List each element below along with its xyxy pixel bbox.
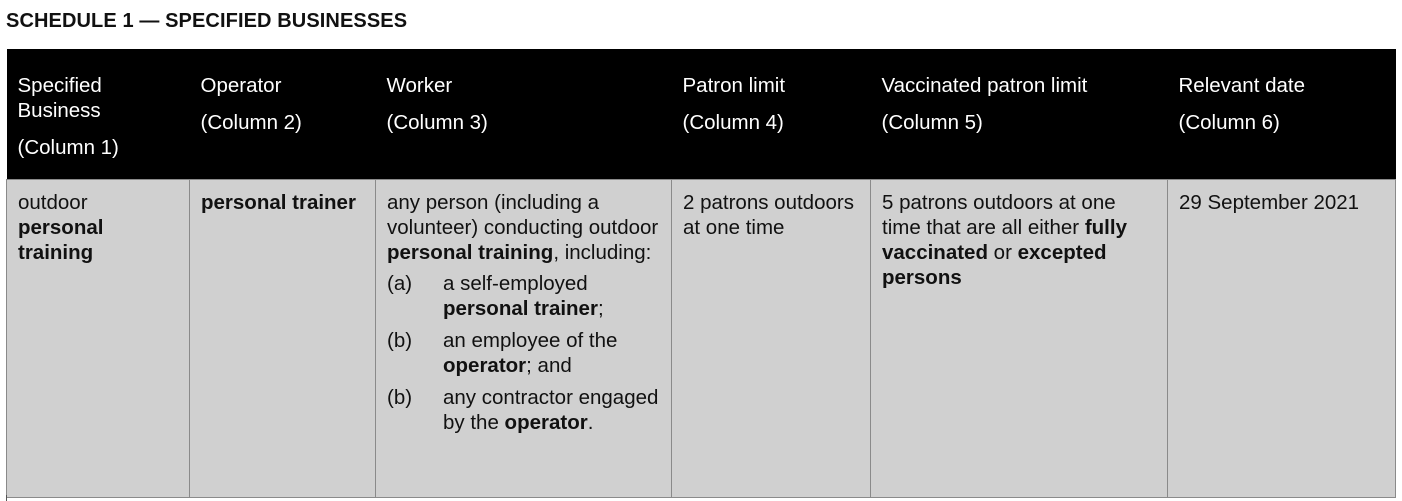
cell-specified-business bbox=[7, 179, 190, 497]
list-marker: (a) bbox=[387, 271, 413, 295]
item-text-end: ; and bbox=[526, 353, 572, 377]
table-row bbox=[7, 179, 1396, 497]
relevant-date-text: 29 September 2021 bbox=[1179, 190, 1360, 214]
header-specified-business bbox=[7, 49, 190, 179]
header-worker bbox=[376, 49, 672, 179]
business-text: outdoor bbox=[18, 190, 88, 214]
header-label: Patron limit bbox=[682, 74, 786, 97]
operator-bold-term: personal trainer bbox=[201, 190, 356, 214]
header-column-number: (Column 6) bbox=[1178, 111, 1280, 134]
vaccinated-bold-term: fully vaccinated bbox=[882, 215, 1127, 264]
item-text-end: . bbox=[587, 410, 594, 434]
list-item bbox=[387, 271, 661, 321]
vaccinated-text: 5 patrons outdoors at one time that are all either bbox=[882, 190, 1116, 239]
table-body bbox=[7, 179, 1396, 497]
specified-businesses-table bbox=[6, 49, 1396, 498]
item-bold: personal trainer bbox=[443, 296, 598, 320]
list-item bbox=[387, 385, 661, 435]
list-item bbox=[387, 328, 661, 378]
list-item-text bbox=[443, 271, 661, 321]
worker-sub-list bbox=[387, 271, 661, 435]
item-bold: operator bbox=[443, 353, 527, 377]
header-column-number: (Column 5) bbox=[881, 111, 983, 134]
worker-intro-text: any person (including a volunteer) conducting outdoor bbox=[387, 190, 659, 239]
list-item-text bbox=[443, 328, 661, 378]
worker-intro-bold: personal training bbox=[387, 240, 554, 264]
item-text: a self-employed bbox=[443, 271, 588, 295]
header-column-number: (Column 2) bbox=[200, 111, 302, 134]
excepted-bold-term: excepted persons bbox=[882, 240, 1107, 289]
header-vaccinated-patron-limit bbox=[871, 49, 1168, 179]
list-marker: (b) bbox=[387, 385, 413, 409]
item-text: any contractor engaged by the bbox=[443, 385, 659, 434]
header-relevant-date bbox=[1168, 49, 1396, 179]
cell-operator bbox=[190, 179, 376, 497]
header-label: Operator bbox=[200, 74, 282, 97]
header-label: Relevant date bbox=[1178, 74, 1306, 97]
worker-intro bbox=[387, 190, 661, 265]
schedule-title: SCHEDULE 1 — SPECIFIED BUSINESSES bbox=[6, 10, 408, 32]
patron-limit-text: 2 patrons outdoors at one time bbox=[683, 190, 854, 239]
cell-vaccinated-patron-limit bbox=[871, 179, 1168, 497]
header-patron-limit bbox=[672, 49, 871, 179]
cell-patron-limit bbox=[672, 179, 871, 497]
header-operator bbox=[190, 49, 376, 179]
header-label: Worker bbox=[386, 74, 453, 97]
item-bold: operator bbox=[504, 410, 588, 434]
item-text: an employee of the bbox=[443, 328, 618, 352]
vaccinated-text-or: or bbox=[987, 240, 1018, 264]
header-label: Specified Business bbox=[17, 74, 102, 122]
business-bold-term: personal training bbox=[18, 215, 104, 264]
header-column-number: (Column 3) bbox=[386, 111, 488, 134]
list-item-text bbox=[443, 385, 661, 435]
header-label: Vaccinated patron limit bbox=[881, 74, 1088, 97]
header-row bbox=[7, 49, 1396, 179]
page-edge-mark bbox=[6, 495, 7, 501]
header-column-number: (Column 1) bbox=[17, 136, 119, 159]
cell-worker bbox=[376, 179, 672, 497]
worker-intro-text-end: , including: bbox=[553, 240, 652, 264]
header-column-number: (Column 4) bbox=[682, 111, 784, 134]
item-text-end: ; bbox=[597, 296, 604, 320]
list-marker: (b) bbox=[387, 328, 413, 352]
table-header bbox=[7, 49, 1396, 179]
cell-relevant-date bbox=[1168, 179, 1396, 497]
